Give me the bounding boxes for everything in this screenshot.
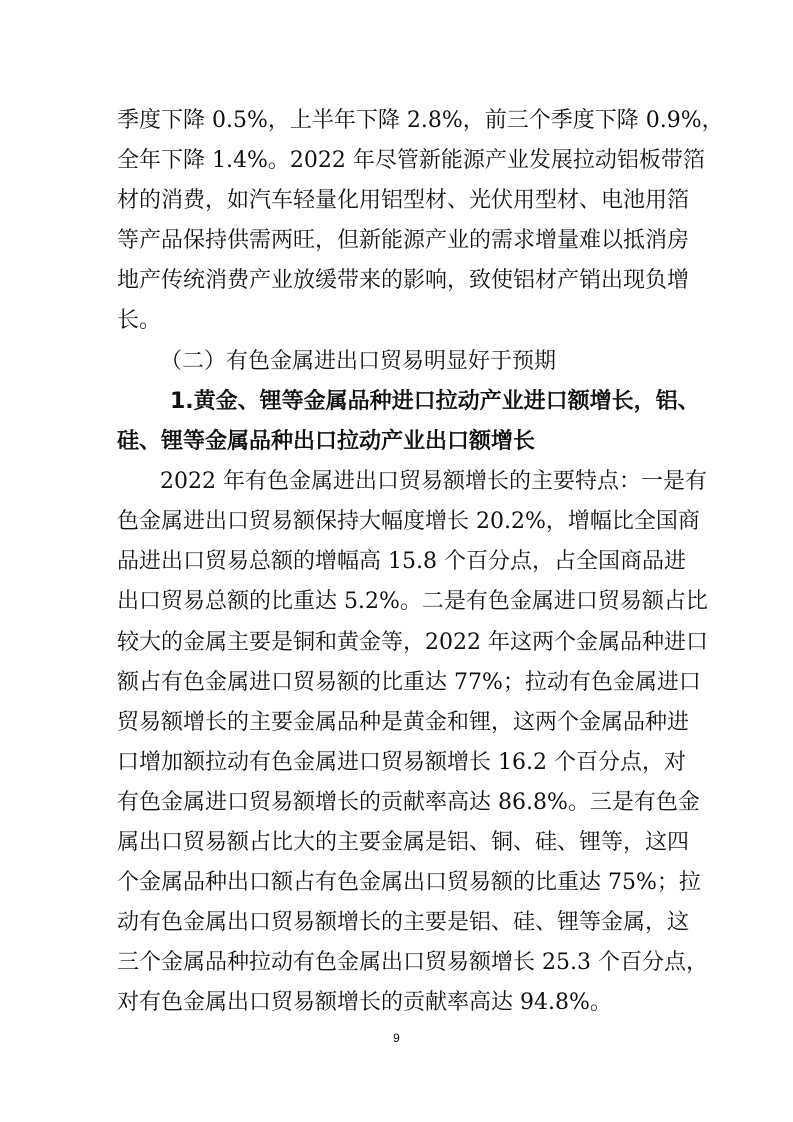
body-text-line: 属出口贸易额占比大的主要金属是铝、铜、硅、锂等，这四	[117, 830, 690, 855]
body-text-line: 等产品保持供需两旺，但新能源产业的需求增量难以抵消房	[117, 228, 690, 253]
body-text-line: 地产传统消费产业放缓带来的影响，致使铝材产销出现负增	[117, 268, 690, 293]
body-text-line: 长。	[117, 308, 162, 333]
subsection-heading-line: 1.黄金、锂等金属品种进口拉动产业进口额增长，铝、	[170, 389, 700, 414]
body-text-line: 较大的金属主要是铜和黄金等，2022 年这两个金属品种进口	[117, 630, 708, 655]
body-text-line: 品进出口贸易总额的增幅高 15.8 个百分点，占全国商品进	[117, 549, 686, 574]
body-text-line: 三个金属品种拉动有色金属出口贸易额增长 25.3 个百分点，	[117, 950, 708, 975]
body-text-line: 有色金属进口贸易额增长的贡献率高达 86.8%。三是有色金	[117, 790, 700, 815]
body-text-line: 动有色金属出口贸易额增长的主要是铝、硅、锂等金属，这	[117, 910, 690, 935]
body-text-line: 全年下降 1.4%。2022 年尽管新能源产业发展拉动铝板带箔	[117, 148, 705, 173]
body-text-line: 个金属品种出口额占有色金属出口贸易额的比重达 75%；拉	[117, 870, 701, 895]
section-heading: （二）有色金属进出口贸易明显好于预期	[160, 349, 557, 374]
body-text-line: 出口贸易总额的比重达 5.2%。二是有色金属进口贸易额占比	[117, 589, 708, 614]
body-text-line: 2022 年有色金属进出口贸易额增长的主要特点：一是有	[160, 469, 707, 494]
page-number: 9	[393, 1031, 400, 1045]
subsection-heading-line: 硅、锂等金属品种出口拉动产业出口额增长	[117, 429, 536, 454]
body-text-line: 额占有色金属进口贸易额的比重达 77%；拉动有色金属进口	[117, 670, 701, 695]
body-text-line: 口增加额拉动有色金属进口贸易额增长 16.2 个百分点，对	[117, 750, 686, 775]
body-text-line: 贸易额增长的主要金属品种是黄金和锂，这两个金属品种进	[117, 710, 690, 735]
body-text-line: 材的消费，如汽车轻量化用铝型材、光伏用型材、电池用箔	[117, 188, 690, 213]
body-text-line: 季度下降 0.5%，上半年下降 2.8%，前三个季度下降 0.9%，	[117, 108, 724, 133]
body-text-line: 对有色金属出口贸易额增长的贡献率高达 94.8%。	[117, 990, 612, 1015]
body-text-line: 色金属进出口贸易额保持大幅度增长 20.2%，增幅比全国商	[117, 509, 700, 534]
